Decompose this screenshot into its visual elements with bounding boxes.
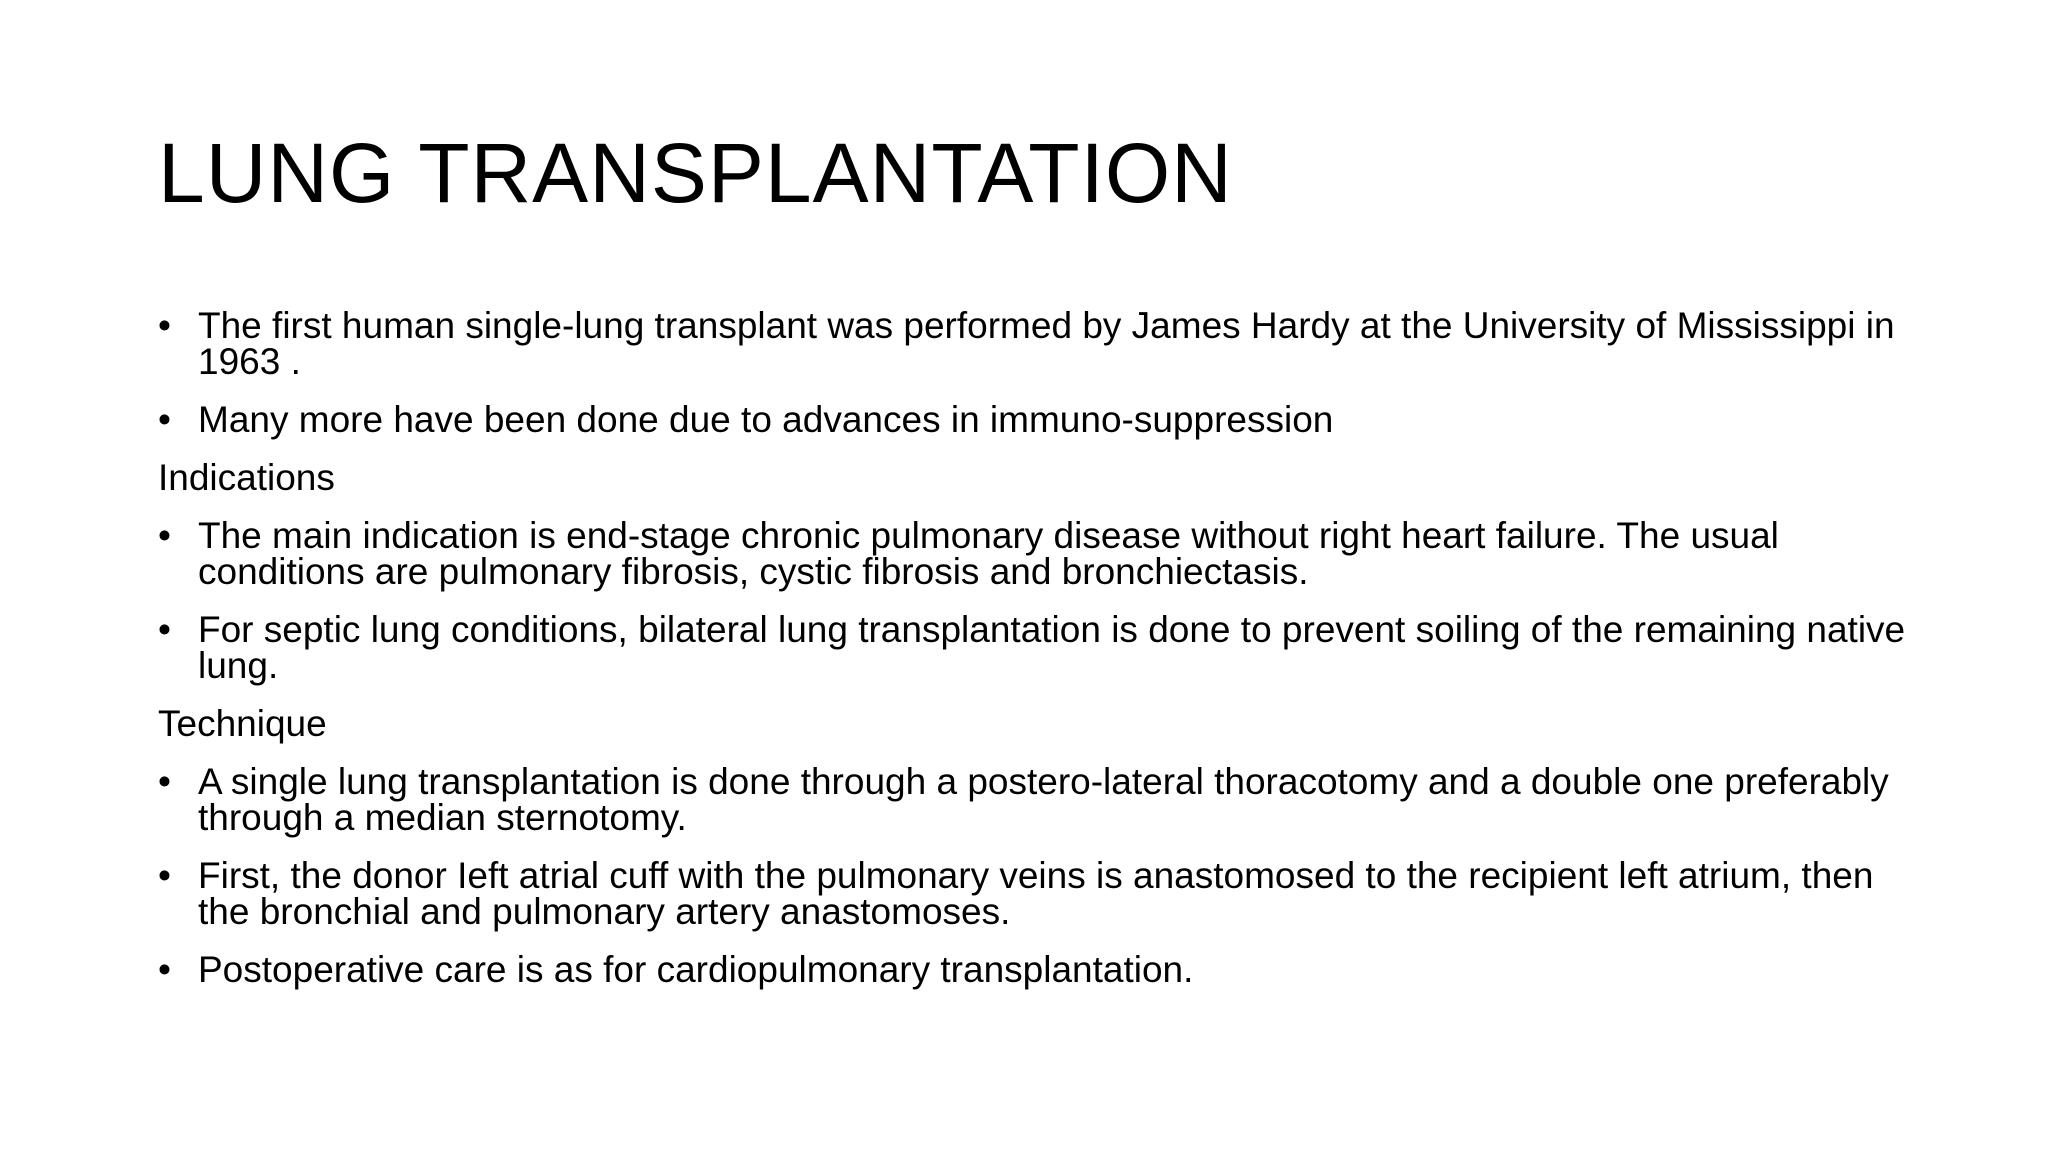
bullet-icon: •	[158, 609, 171, 650]
bullet-item	[158, 949, 1918, 990]
section-heading-technique: Technique	[158, 703, 327, 744]
bullet-item	[158, 399, 1918, 440]
bullet-icon: •	[158, 761, 171, 802]
bullet-icon: •	[158, 855, 171, 896]
bullet-text: Postoperative care is as for cardiopulmonary transplantation.	[198, 949, 1194, 990]
bullet-item	[158, 609, 1918, 686]
bullet-text: Many more have been done due to advances in immuno-suppression	[198, 399, 1334, 440]
slide-title: LUNG TRANSPLANTATION	[158, 126, 1233, 220]
slide-body	[158, 305, 1918, 1010]
bullet-icon: •	[158, 305, 171, 346]
bullet-item	[158, 855, 1918, 932]
bullet-text: First, the donor Ieft atrial cuff with the pulmonary veins is anastomosed to the recipient left atrium, then the bronchial and pulmonary artery anastomoses.	[198, 855, 1874, 932]
bullet-text: For septic lung conditions, bilateral lung transplantation is done to prevent soiling of the remaining native lung.	[198, 609, 1906, 686]
bullet-icon: •	[158, 949, 171, 990]
bullet-text: A single lung transplantation is done through a postero-lateral thoracotomy and a double one preferably through a median sternotomy.	[198, 761, 1889, 838]
bullet-item	[158, 515, 1918, 592]
bullet-item	[158, 305, 1918, 382]
section-heading-indications: Indications	[158, 457, 335, 498]
bullet-text: The first human single-lung transplant was performed by James Hardy at the University of Mississippi in 1963 .	[198, 305, 1895, 382]
bullet-item	[158, 761, 1918, 838]
bullet-icon: •	[158, 515, 171, 556]
bullet-text: The main indication is end-stage chronic pulmonary disease without right heart failure. The usual conditions are pulmonary fibrosis, cystic fibrosis and bronchiectasis.	[198, 515, 1779, 592]
bullet-icon: •	[158, 399, 171, 440]
